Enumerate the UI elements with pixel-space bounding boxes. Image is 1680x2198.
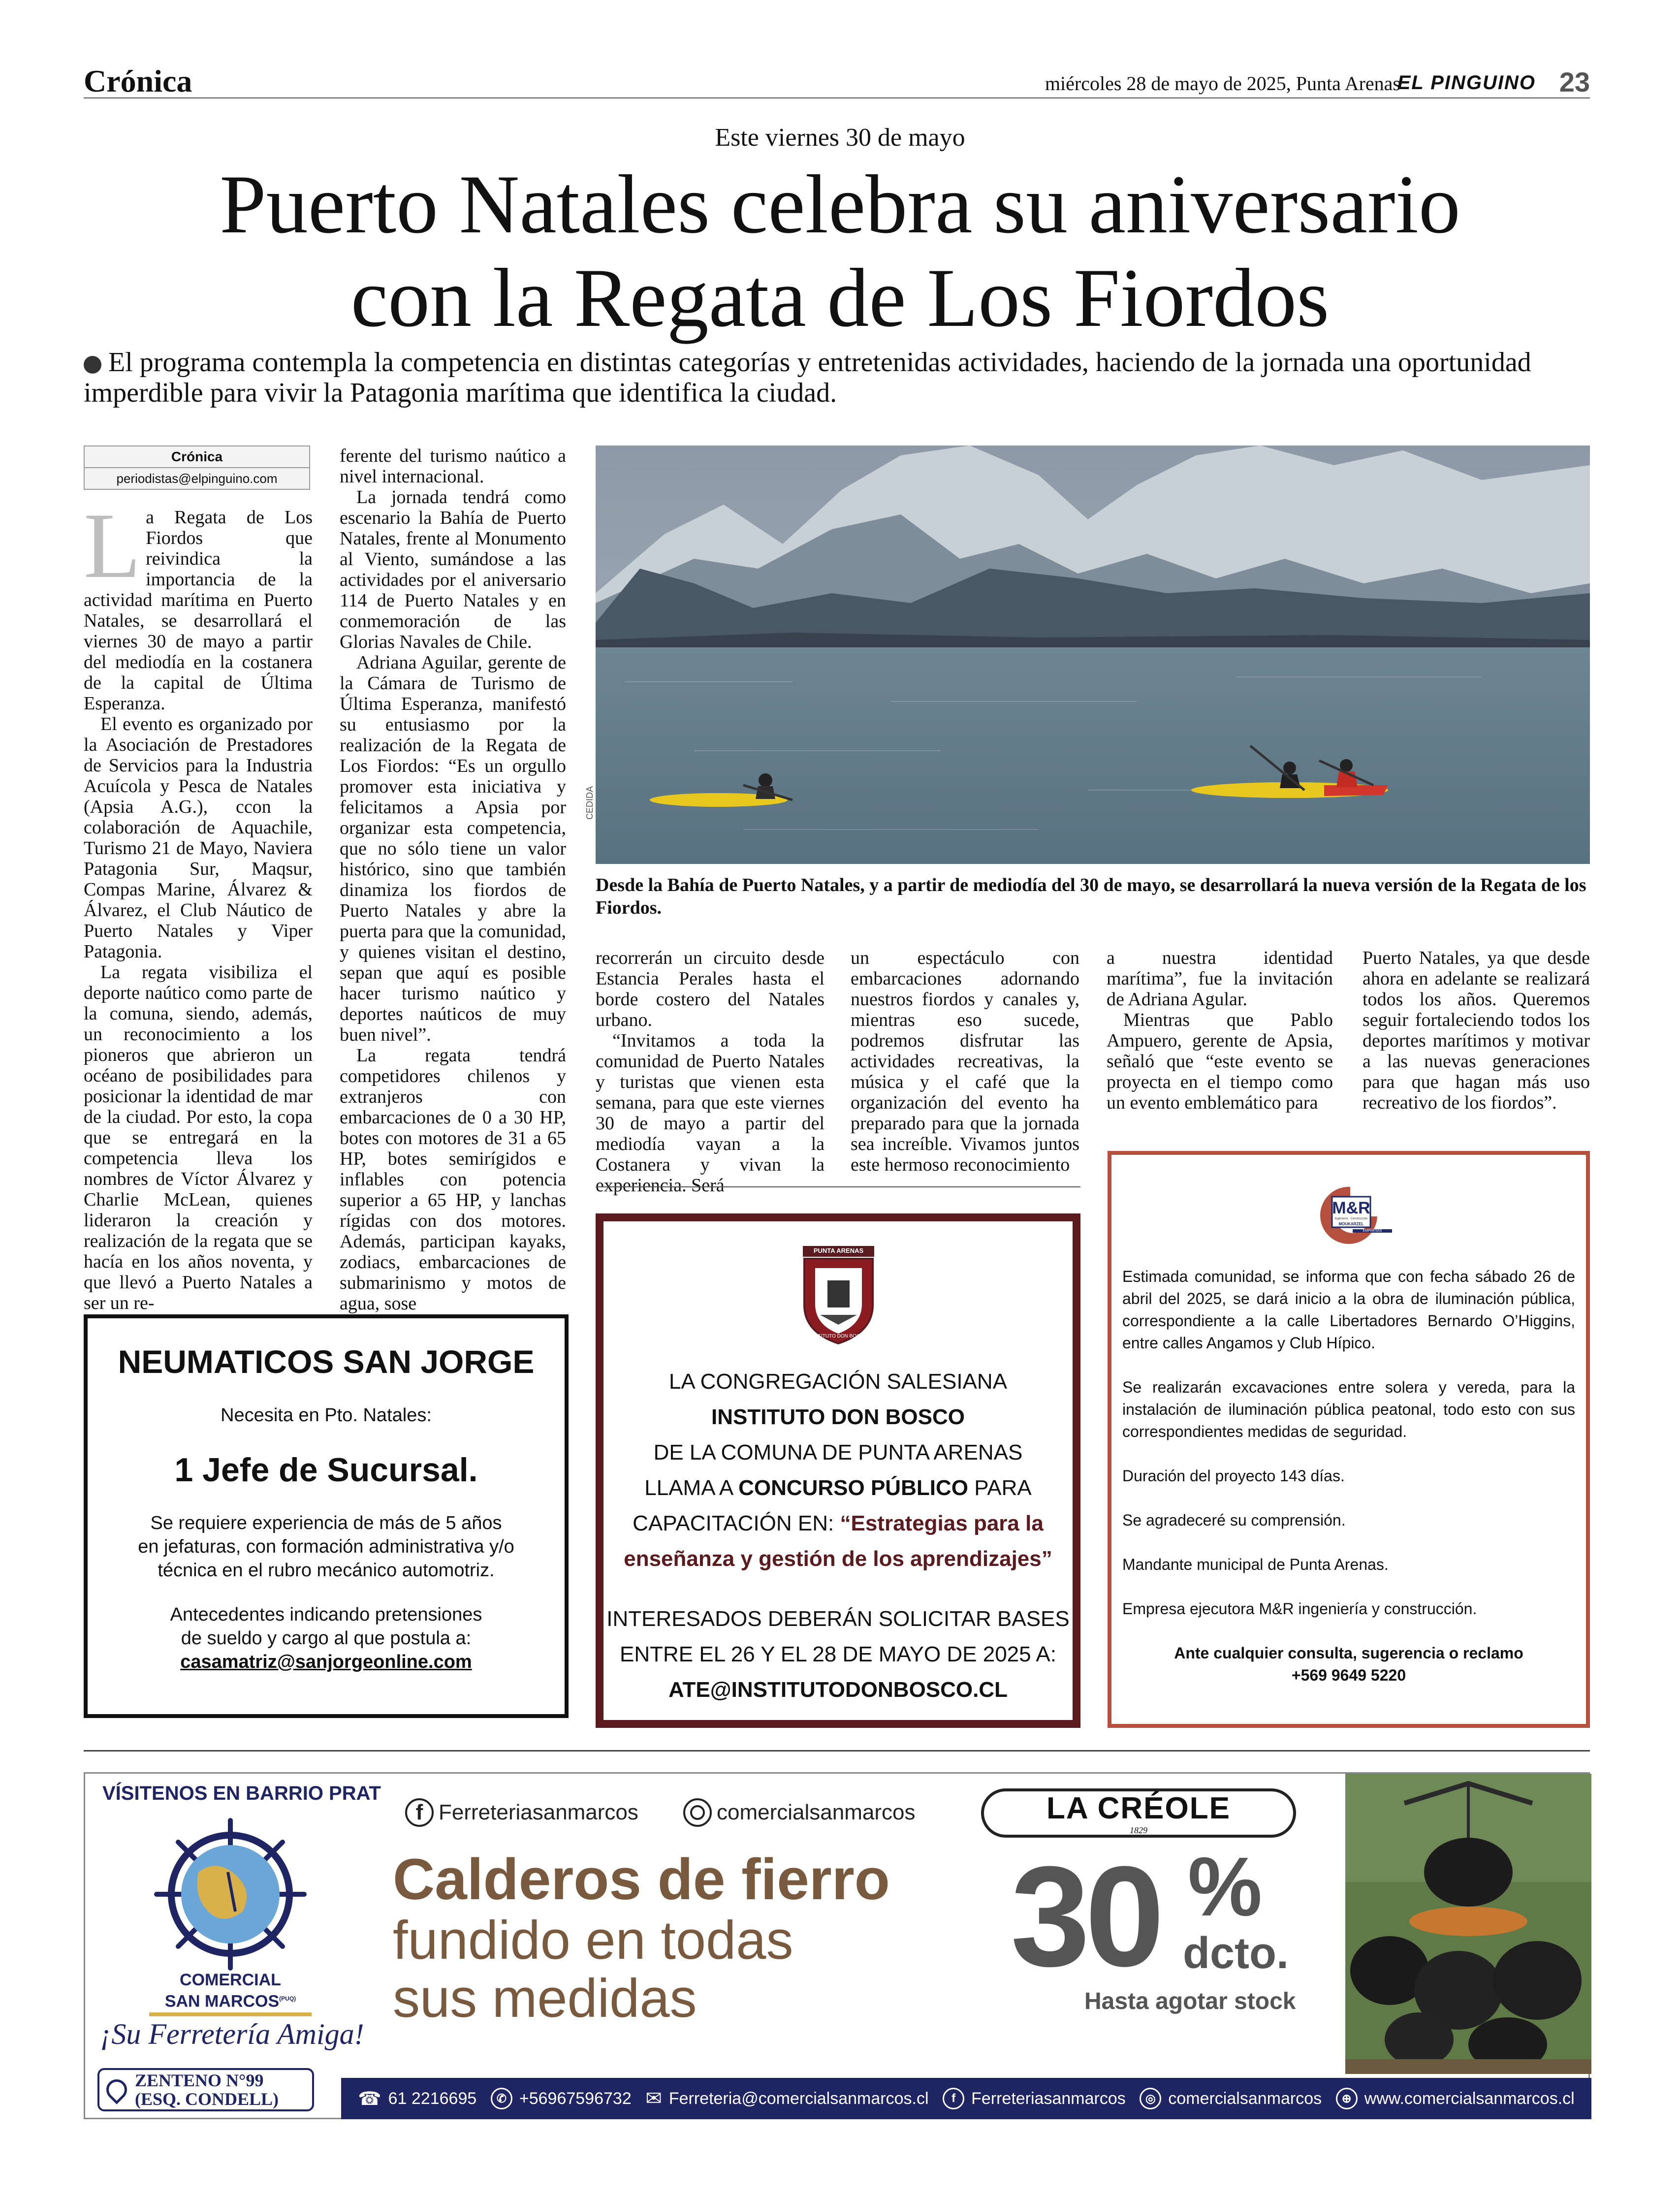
whatsapp-contact[interactable]: ✆ +56967596732 (491, 2088, 632, 2109)
visit-banner: VÍSITENOS EN BARRIO PRAT (102, 1783, 381, 1804)
drop-cap: L (84, 494, 141, 598)
instagram-icon (683, 1798, 712, 1827)
column-divider (596, 1186, 1080, 1187)
article-column-6: Puerto Natales, ya que desde ahora en adelante se realizará todos los años. Queremos seguir fortaleciendo todos los deportes marítimos y motivar a las nuevas generaciones para que hagan más uso recreativo de los fiordos”. (1363, 948, 1590, 1113)
facebook-contact[interactable]: f Ferreteriasanmarcos (943, 2088, 1126, 2109)
facebook-handle[interactable]: f Ferreteriasanmarcos (405, 1798, 638, 1827)
paper-name: EL PINGUINO (1397, 72, 1536, 94)
address: ZENTENO N°99 (ESQ. CONDELL) (97, 2068, 314, 2111)
discount-badge: 30 % dcto. Hasta agotar stock (1011, 1837, 1296, 2014)
job-position: 1 Jefe de Sucursal. (174, 1451, 478, 1489)
ad-comercial-san-marcos (84, 1772, 1590, 2119)
mr-notice-text: Estimada comunidad, se informa que con fecha sábado 26 de abril del 2025, se dará inicio a la obra de iluminación pública, correspondiente a la calle Libertadores Bernardo O’Higgins, entre calles Angamos y Club Hípico. Se realizarán excavaciones entre solera y vereda, para la instalación de iluminación pública peatonal, todo esto con sus correspondientes medidas de seguridad. Duración del proyecto 143 días. Se agradeceré su comprensión. Mandante municipal de Punta Arenas. Empresa ejecutora M&R ingeniería y construcción. Ante cualquier consulta, sugerencia o reclamo +569 9649 5220 (1122, 1266, 1575, 1687)
byline-box (84, 446, 310, 490)
email-contact[interactable]: ✉ Ferreteria@comercialsanmarcos.cl (645, 2088, 929, 2109)
instagram-icon: ◎ (1140, 2088, 1161, 2109)
ad-neumaticos-san-jorge: NEUMATICOS SAN JORGE Necesita en Pto. Natales: 1 Jefe de Sucursal. Se requiere experiencia de más de 5 años en jefaturas, con formación administrativa y/o técnica en el rubro mecánico automotriz. Antecedentes indicando pretensiones de sueldo y cargo al que postula a: casamatriz@sanjorgeonline.com (84, 1314, 569, 1718)
instagram-contact[interactable]: ◎ comercialsanmarcos (1140, 2088, 1322, 2109)
byline-email: periodistas@elpinguino.com (116, 471, 278, 486)
article-photo (585, 446, 1590, 864)
mail-icon: ✉ (645, 2088, 662, 2109)
whatsapp-icon: ✆ (491, 2088, 512, 2109)
slogan: ¡Su Ferretería Amiga! (100, 2018, 364, 2050)
mr-contact-phone[interactable]: +569 9649 5220 (1291, 1666, 1406, 1684)
phone-icon: ☎ (358, 2088, 381, 2109)
page-header (84, 63, 1590, 98)
san-marcos-logo (149, 1813, 312, 1975)
facebook-icon: f (943, 2088, 964, 2109)
bottom-divider (84, 1750, 1590, 1752)
cast-iron-pots-photo (1345, 1774, 1591, 2074)
ship-wheel-globe-icon (149, 1813, 312, 1975)
page-number: 23 (1559, 66, 1590, 97)
ad-email-link[interactable]: casamatriz@sanjorgeonline.com (180, 1652, 472, 1672)
header-date: miércoles 28 de mayo de 2025, Punta Arenas (1045, 72, 1400, 95)
don-bosco-text: LA CONGREGACIÓN SALESIANA INSTITUTO DON BOSCO DE LA COMUNA DE PUNTA ARENAS LLAMA A CONCURSO PÚBLICO PARA CAPACITACIÓN EN: “Estrategias para la enseñanza y gestión de los aprendizajes” INTERESADOS DEBERÁN SOLICITAR BASES ENTRE EL 26 Y EL 28 DE MAYO DE 2025 A: ATE@INSTITUTODONBOSCO.CL (603, 1364, 1073, 1708)
don-bosco-email[interactable]: ATE@INSTITUTODONBOSCO.CL (668, 1678, 1008, 1702)
product-headline: Calderos de fierro fundido en todas sus medidas (393, 1847, 890, 2029)
article-column-4: un espectáculo con embarcaciones adornando nuestros fiordos y canales y, mientras eso sucede, podremos disfrutar las actividades recreativas, la música y el café que la organización del evento ha preparado para que la jornada sea increíble. Vivamos juntos este hermoso reconocimiento (851, 948, 1079, 1175)
instagram-handle[interactable]: comercialsanmarcos (683, 1798, 915, 1827)
globe-icon: ⊕ (1336, 2088, 1358, 2109)
byline: Crónica (85, 446, 309, 468)
photo-credit: CEDIDA (585, 786, 595, 820)
article-kicker: Este viernes 30 de mayo (715, 124, 965, 152)
title-line-1: Puerto Natales celebra su aniversario (220, 158, 1460, 251)
facebook-icon: f (405, 1798, 434, 1827)
kayak-fjord-image (596, 446, 1590, 864)
san-marcos-name: COMERCIAL SAN $MARCOS^{(PUQ)}$ (149, 1971, 312, 2016)
article-title (0, 158, 1680, 345)
phone-contact[interactable]: ☎ 61 2216695 (358, 2088, 477, 2109)
article-column-1: L a Regata de Los Fiordos que reivindica la importancia de la actividad marítima en Puerto Natales, se desarrollará el viernes 30 de mayo a partir del mediodía en la costanera de la capital de Última Esperanza. El evento es organizado por la Asociación de Prestadores de Servicios para la Industria Acuícola y Pesca de Natales (Apsia A.G.), ccon la colaboración de Aquachile, Turismo 21 de Mayo, Naviera Patagonia Sur, Maqsur, Compas Marine, Álvarez & Álvarez, el Club Náutico de Puerto Natales y Viper Patagonia. La regata visibiliza el deporte naútico como parte de la comuna, siendo, además, un reconocimiento a los pioneros que abrieron un océano de posibilidades para posicionar la identidad de mar de la ciudad. Por esto, la copa que se entregará en la competencia lleva los nombres de Víctor Álvarez y Charlie McLean, quienes lideraron la creación y realización de la regata que se hacía en los años noventa, y que llevó a Puerto Natales a ser un re- (84, 494, 313, 1313)
ad-mr-ingenieria (1108, 1151, 1590, 1728)
mr-logo: M&R Ingeniería · Construcción MOUKARZEL EMPRESAS (1303, 1182, 1397, 1246)
lead-text: El programa contempla la competencia en distintas categorías y entretenidas actividades, haciendo de la jornada una oportunidad imperdible para vivir la Patagonia marítima que identifica la ciudad. (84, 347, 1531, 408)
la-creole-logo: LA CRÉOLE 1829 (981, 1788, 1296, 1838)
title-line-2: con la Regata de Los Fiordos (350, 252, 1330, 344)
ad-instituto-don-bosco (596, 1213, 1080, 1728)
section-label: Crónica (84, 64, 192, 98)
article-column-2: ferente del turismo naútico a nivel internacional. La jornada tendrá como escenario la Bahía de Puerto Natales, frente al Monumento al Viento, sumándose a las actividades por el aniversario 114 de Puerto Natales y en conmemoración de las Glorias Navales de Chile. Adriana Aguilar, gerente de la Cámara de Turismo de Última Esperanza, manifestó su entusiasmo por la realización de la Regata de Los Fiordos: “Es un orgullo promover esta iniciativa y felicitamos a Apsia por organizar esta competencia, que no sólo tiene un valor histórico, sino que también dinamiza los fiordos de Puerto Natales y abre la puerta para que la comunidad, y quienes visitan el destino, sepan que aquí es posible hacer turismo naútico y deportes naúticos de muy buen nivel”. La regata tendrá competidores chilenos y extranjeros con embarcaciones de 0 a 30 HP, botes con motores de 31 a 65 HP, botes semirígidos e inflables con potencia superior a 65 HP, y lanchas rígidas con dos motores. Además, participan kayaks, zodiacs, embarcaciones de submarinismo y motos de agua, sose (340, 446, 566, 1314)
cauldron-image (1345, 1774, 1591, 2074)
article-lead (84, 347, 1590, 408)
website-contact[interactable]: ⊕ www.comercialsanmarcos.cl (1336, 2088, 1575, 2109)
photo-caption: Desde la Bahía de Puerto Natales, y a partir de mediodía del 30 de mayo, se desarrollará la nueva versión de la Regata de los Fiordos. (596, 875, 1586, 918)
ad-title: NEUMATICOS SAN JORGE (118, 1343, 535, 1380)
shield-icon (800, 1246, 877, 1344)
article-column-5: a nuestra identidad marítima”, fue la invitación de Adriana Agular. Mientras que Pablo Ampuero, gerente de Apsia, señaló que “este evento se proyecta en el tiempo como un evento emblemático para (1107, 948, 1333, 1113)
bullet-icon (84, 356, 101, 374)
location-pin-icon (102, 2075, 131, 2104)
article-column-3: recorrerán un circuito desde Estancia Perales hasta el borde costero del Natales urbano. “Invitamos a toda la comunidad de Puerto Natales y turistas que vienen esta semana, para que este viernes 30 de mayo a partir del mediodía vayan a la Costanera y vivan la experiencia. Será (596, 948, 824, 1196)
contact-bar (341, 2078, 1591, 2119)
don-bosco-logo: PUNTA ARENAS INSTITUTO DON BOSCO (800, 1246, 877, 1344)
